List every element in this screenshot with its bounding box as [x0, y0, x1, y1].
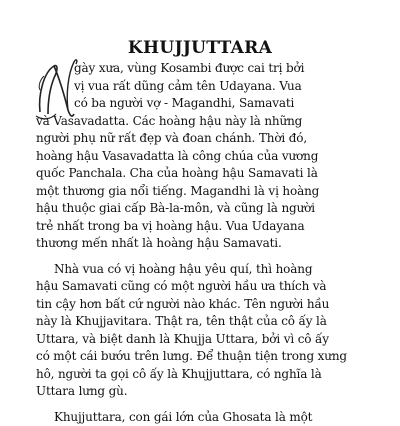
paragraph-gap	[36, 253, 372, 261]
text-line: gày xưa, vùng Kosambi được cai trị bởi	[36, 60, 372, 78]
text-line: Khujjuttara, con gái lớn của Ghosata là một	[36, 409, 372, 426]
text-line: người phụ nữ rất đẹp và đoan chánh. Thời đó,	[36, 130, 372, 148]
text-line: và Vasavadatta. Các hoàng hậu này là những	[36, 113, 372, 131]
text-line: quốc Panchala. Cha của hoàng hậu Samavati là	[36, 165, 372, 183]
paragraph-gap	[36, 401, 372, 409]
text-line: hô, người ta gọi cô ấy là Khujjuttara, có nghĩa là	[36, 366, 372, 384]
text-line: Nhà vua có vị hoàng hậu yêu quí, thì hoàng	[36, 261, 372, 279]
text-line: có một cái bướu trên lưng. Để thuận tiện trong xưng	[36, 348, 372, 366]
text-line: có ba người vợ - Magandhi, Samavati	[36, 95, 372, 113]
text-line: vị vua rất dũng cảm tên Udayana. Vua	[36, 78, 372, 96]
text-line: hậu Samavati cũng có một người hầu ưa thích và	[36, 278, 372, 296]
text-line: tin cậy hơn bất cứ người nào khác. Tên người hầu	[36, 296, 372, 314]
text-line: thương mến nhất là hoàng hậu Samavati.	[36, 235, 372, 253]
text-line: hoàng hậu Vasavadatta là công chúa của vương	[36, 148, 372, 166]
text-line: Uttara lưng gù.	[36, 383, 372, 401]
text-line: hậu thuộc giai cấp Bà-la-môn, và cũng là người	[36, 200, 372, 218]
body-text	[36, 60, 372, 426]
chapter-title: KHUJJUTTARA	[0, 38, 400, 58]
text-line: trẻ nhất trong ba vị hoàng hậu. Vua Udayana	[36, 218, 372, 236]
text-line: một thương gia nổi tiếng. Magandhi là vị hoàng	[36, 183, 372, 201]
text-line: Uttara, và biệt danh là Khujja Uttara, bởi vì cô ấy	[36, 331, 372, 349]
text-line: này là Khujjavitara. Thật ra, tên thật của cô ấy là	[36, 313, 372, 331]
